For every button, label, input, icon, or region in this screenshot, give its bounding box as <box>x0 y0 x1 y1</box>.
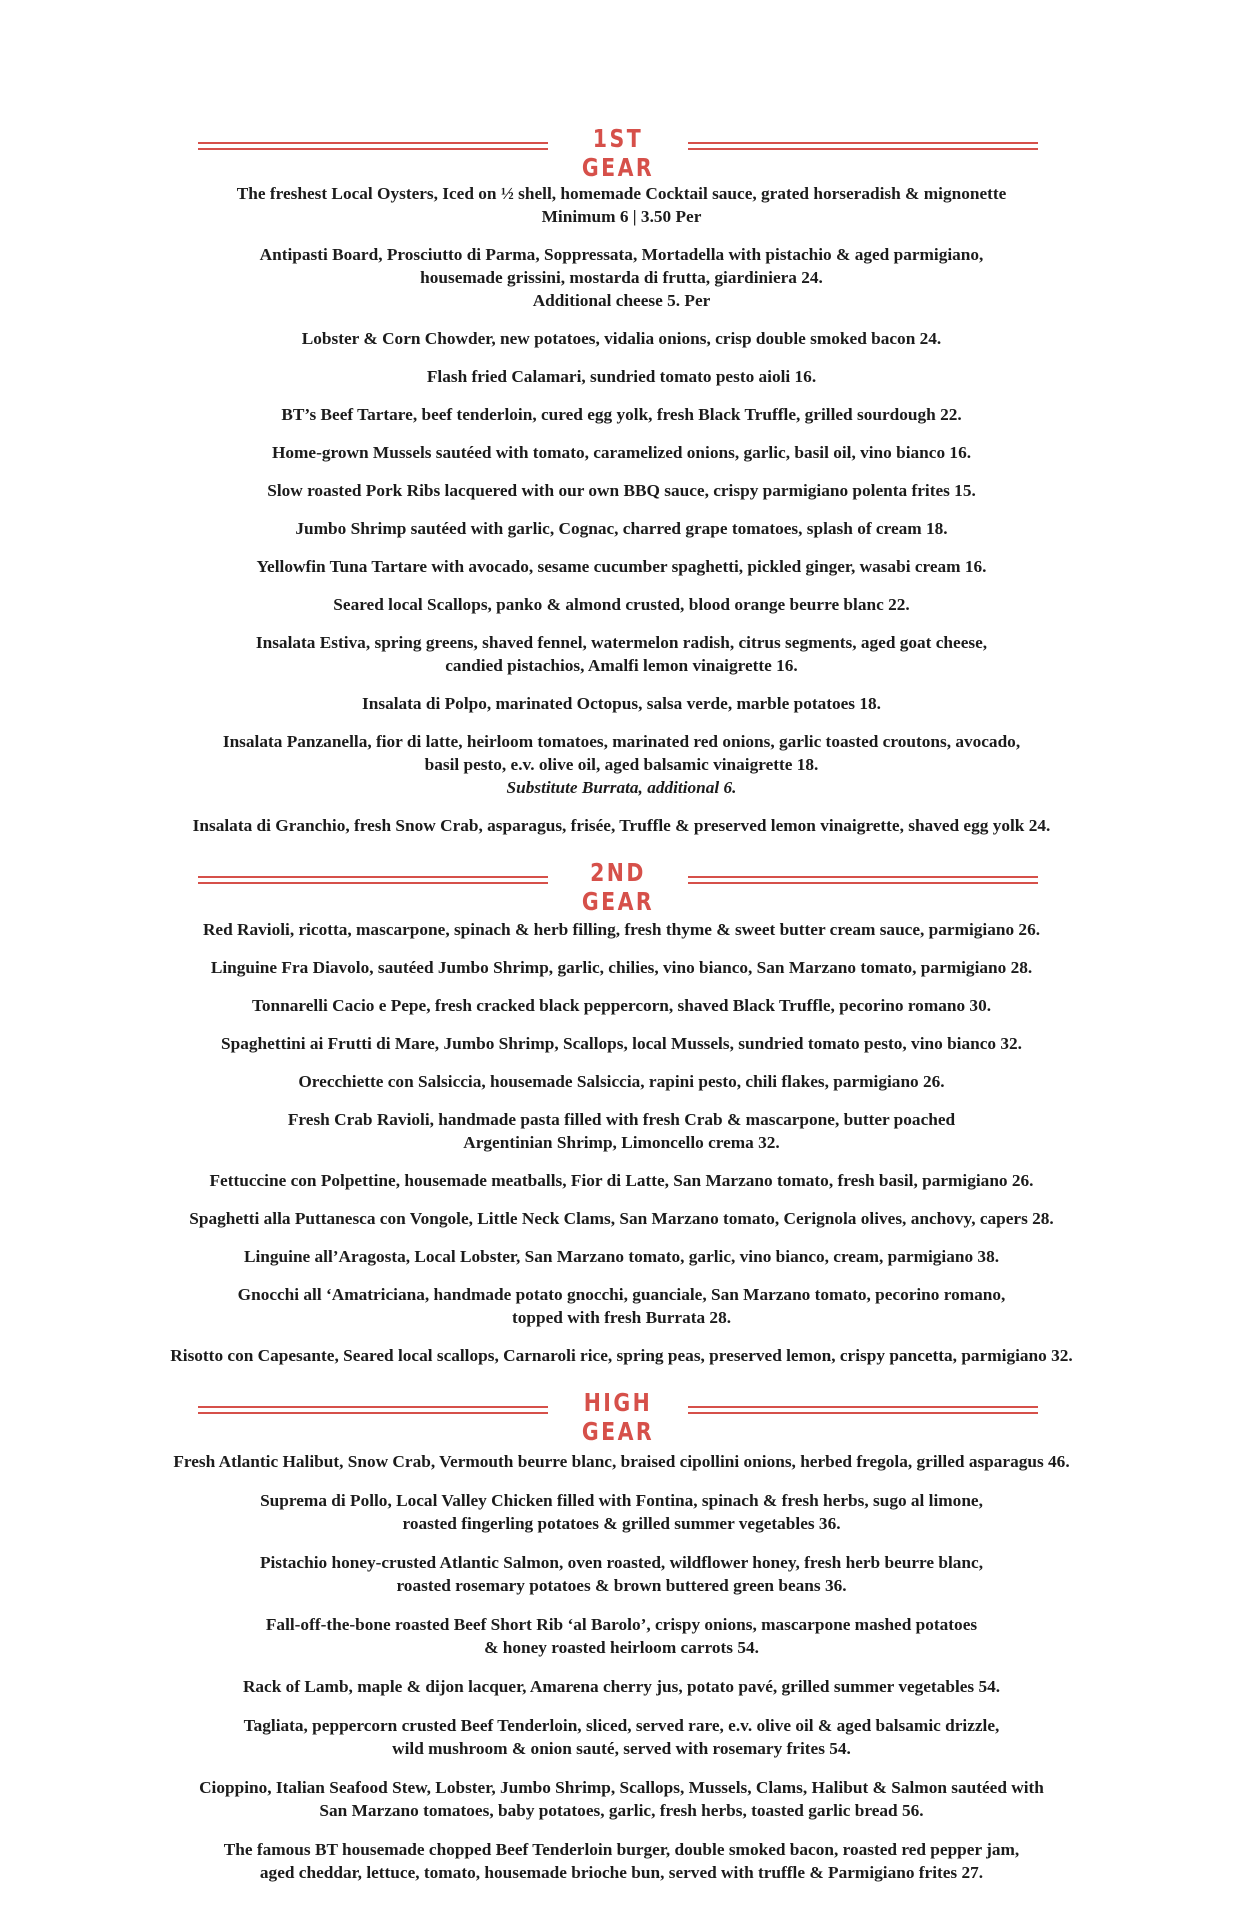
menu-item-note: Substitute Burrata, additional 6. <box>506 778 737 797</box>
section-header <box>0 118 1243 182</box>
menu-item-line: Jumbo Shrimp sautéed with garlic, Cognac, charred grape tomatoes, splash of cream 18. <box>295 519 948 538</box>
menu-item-line: Tonnarelli Cacio e Pepe, fresh cracked black peppercorn, shaved Black Truffle, pecorino romano 30. <box>251 996 992 1015</box>
menu-item <box>42 1489 1202 1535</box>
section-title: 2ND GEAR <box>581 858 655 916</box>
menu-items <box>0 1450 1243 1884</box>
menu-item-line: Flash fried Calamari, sundried tomato pesto aioli 16. <box>426 367 817 386</box>
divider-line-right <box>688 1406 1038 1414</box>
menu-item-line: Insalata Estiva, spring greens, shaved fennel, watermelon radish, citrus segments, aged goat cheese, <box>255 633 988 652</box>
menu-item <box>42 1207 1202 1230</box>
menu-item <box>42 327 1202 350</box>
menu-item <box>42 631 1202 677</box>
menu-item-line: Red Ravioli, ricotta, mascarpone, spinach & herb filling, fresh thyme & sweet butter cream sauce, parmigiano 26. <box>202 920 1041 939</box>
menu-item <box>42 1245 1202 1268</box>
section-2nd-gear <box>0 852 1243 1367</box>
menu-item <box>42 1169 1202 1192</box>
divider-line-left <box>198 142 548 150</box>
menu-item-line: Fresh Crab Ravioli, handmade pasta filled with fresh Crab & mascarpone, butter poached <box>287 1110 956 1129</box>
menu-item-line: Insalata di Polpo, marinated Octopus, salsa verde, marble potatoes 18. <box>362 694 881 713</box>
menu-item-line: Gnocchi all ‘Amatriciana, handmade potato gnocchi, guanciale, San Marzano tomato, pecorino romano, <box>237 1285 1006 1304</box>
menu-item-line: Spaghettini ai Frutti di Mare, Jumbo Shrimp, Scallops, local Mussels, sundried tomato pesto, vino bianco 32. <box>221 1034 1022 1053</box>
section-1st-gear <box>0 118 1243 837</box>
menu-item-line: Orecchiette con Salsiccia, housemade Salsiccia, rapini pesto, chili flakes, parmigiano 26. <box>298 1072 945 1091</box>
divider-line-left <box>198 876 548 884</box>
menu-item <box>42 918 1202 941</box>
menu-item-line: Antipasti Board, Prosciutto di Parma, Soppressata, Mortadella with pistachio & aged parmigiano, <box>259 245 984 264</box>
menu-item <box>42 182 1202 228</box>
menu-item-line: housemade grissini, mostarda di frutta, giardiniera 24. <box>420 268 823 287</box>
menu-item <box>42 403 1202 426</box>
section-title: 1ST GEAR <box>581 124 655 182</box>
menu-item-line: Linguine Fra Diavolo, sautéed Jumbo Shrimp, garlic, chilies, vino bianco, San Marzano tomato, parmigiano 28. <box>210 958 1033 977</box>
menu-item-line: Lobster & Corn Chowder, new potatoes, vidalia onions, crisp double smoked bacon 24. <box>301 329 942 348</box>
menu-item <box>42 441 1202 464</box>
menu-item <box>42 1032 1202 1055</box>
menu-item <box>42 555 1202 578</box>
menu-item-line: Additional cheese 5. Per <box>532 291 711 310</box>
menu-item <box>42 730 1202 799</box>
menu-item-line: Fresh Atlantic Halibut, Snow Crab, Vermouth beurre blanc, braised cipollini onions, herbed fregola, grilled asparagus 46. <box>173 1452 1070 1471</box>
divider-line-left <box>198 1406 548 1414</box>
menu-item-line: Argentinian Shrimp, Limoncello crema 32. <box>463 1133 780 1152</box>
menu-item <box>42 517 1202 540</box>
menu-page <box>0 118 1243 1900</box>
menu-item <box>42 593 1202 616</box>
menu-item-line: San Marzano tomatoes, baby potatoes, garlic, fresh herbs, toasted garlic bread 56. <box>319 1801 924 1820</box>
menu-item <box>42 692 1202 715</box>
divider-line-right <box>688 876 1038 884</box>
menu-item-line: The freshest Local Oysters, Iced on ½ shell, homemade Cocktail sauce, grated horseradish & mignonette <box>236 184 1007 203</box>
menu-item <box>42 479 1202 502</box>
menu-item-line: Fettuccine con Polpettine, housemade meatballs, Fior di Latte, San Marzano tomato, fresh basil, parmigiano 26. <box>209 1171 1034 1190</box>
menu-item-line: Seared local Scallops, panko & almond crusted, blood orange beurre blanc 22. <box>333 595 910 614</box>
section-header <box>0 1382 1243 1446</box>
menu-item-line: Insalata Panzanella, fior di latte, heirloom tomatoes, marinated red onions, garlic toasted croutons, avocado, <box>222 732 1021 751</box>
menu-item <box>42 1450 1202 1473</box>
menu-item-line: The famous BT housemade chopped Beef Tenderloin burger, double smoked bacon, roasted red pepper jam, <box>223 1840 1020 1859</box>
menu-item <box>42 1344 1202 1367</box>
menu-item-line: Risotto con Capesante, Seared local scallops, Carnaroli rice, spring peas, preserved lemon, crispy pancetta, parmigiano 32. <box>170 1346 1073 1365</box>
menu-item-line: Tagliata, peppercorn crusted Beef Tenderloin, sliced, served rare, e.v. olive oil & aged balsamic drizzle, <box>243 1716 1000 1735</box>
menu-item-line: Slow roasted Pork Ribs lacquered with our own BBQ sauce, crispy parmigiano polenta frites 15. <box>267 481 976 500</box>
menu-item-line: Suprema di Pollo, Local Valley Chicken filled with Fontina, spinach & fresh herbs, sugo al limone, <box>260 1491 983 1510</box>
menu-item-line: candied pistachios, Amalfi lemon vinaigrette 16. <box>445 656 798 675</box>
menu-item-line: basil pesto, e.v. olive oil, aged balsamic vinaigrette 18. <box>424 755 819 774</box>
menu-item <box>42 994 1202 1017</box>
menu-item <box>42 1551 1202 1597</box>
menu-item-line: Cioppino, Italian Seafood Stew, Lobster, Jumbo Shrimp, Scallops, Mussels, Clams, Halibut & Salmon sautéed with <box>199 1778 1044 1797</box>
menu-item <box>42 365 1202 388</box>
section-header <box>0 852 1243 916</box>
menu-item <box>42 1675 1202 1698</box>
menu-item <box>42 1613 1202 1659</box>
menu-item <box>42 1838 1202 1884</box>
menu-item <box>42 1776 1202 1822</box>
menu-item <box>42 243 1202 312</box>
menu-item <box>42 1070 1202 1093</box>
menu-item-line: Minimum 6 | 3.50 Per <box>541 207 702 226</box>
menu-item-line: Spaghetti alla Puttanesca con Vongole, Little Neck Clams, San Marzano tomato, Cerignola olives, anchovy, capers 28. <box>189 1209 1054 1228</box>
menu-item <box>42 1283 1202 1329</box>
menu-item-line: & honey roasted heirloom carrots 54. <box>484 1638 759 1657</box>
menu-item-line: topped with fresh Burrata 28. <box>511 1308 732 1327</box>
section-title: HIGH GEAR <box>581 1388 655 1446</box>
menu-item-line: Home-grown Mussels sautéed with tomato, caramelized onions, garlic, basil oil, vino bianco 16. <box>271 443 972 462</box>
menu-item <box>42 1714 1202 1760</box>
menu-item-line: Pistachio honey-crusted Atlantic Salmon, oven roasted, wildflower honey, fresh herb beurre blanc, <box>259 1553 984 1572</box>
section-high-gear <box>0 1382 1243 1884</box>
menu-item-line: roasted rosemary potatoes & brown buttered green beans 36. <box>396 1576 847 1595</box>
menu-item-line: Yellowfin Tuna Tartare with avocado, sesame cucumber spaghetti, pickled ginger, wasabi cream 16. <box>256 557 987 576</box>
menu-item-line: Linguine all’Aragosta, Local Lobster, San Marzano tomato, garlic, vino bianco, cream, parmigiano 38. <box>243 1247 1000 1266</box>
menu-item <box>42 1108 1202 1154</box>
menu-items <box>0 918 1243 1367</box>
menu-item-line: aged cheddar, lettuce, tomato, housemade brioche bun, served with truffle & Parmigiano frites 27. <box>259 1863 984 1882</box>
menu-item-line: BT’s Beef Tartare, beef tenderloin, cured egg yolk, fresh Black Truffle, grilled sourdough 22. <box>281 405 962 424</box>
menu-item <box>42 956 1202 979</box>
menu-item-line: roasted fingerling potatoes & grilled summer vegetables 36. <box>402 1514 841 1533</box>
menu-item-line: Fall-off-the-bone roasted Beef Short Rib ‘al Barolo’, crispy onions, mascarpone mashed potatoes <box>265 1615 978 1634</box>
menu-item-line: Insalata di Granchio, fresh Snow Crab, asparagus, frisée, Truffle & preserved lemon vinaigrette, shaved egg yolk 24. <box>192 816 1051 835</box>
menu-item-line: Rack of Lamb, maple & dijon lacquer, Amarena cherry jus, potato pavé, grilled summer vegetables 54. <box>242 1677 1001 1696</box>
menu-items <box>0 182 1243 837</box>
menu-item <box>42 814 1202 837</box>
menu-item-line: wild mushroom & onion sauté, served with rosemary frites 54. <box>392 1739 851 1758</box>
divider-line-right <box>688 142 1038 150</box>
